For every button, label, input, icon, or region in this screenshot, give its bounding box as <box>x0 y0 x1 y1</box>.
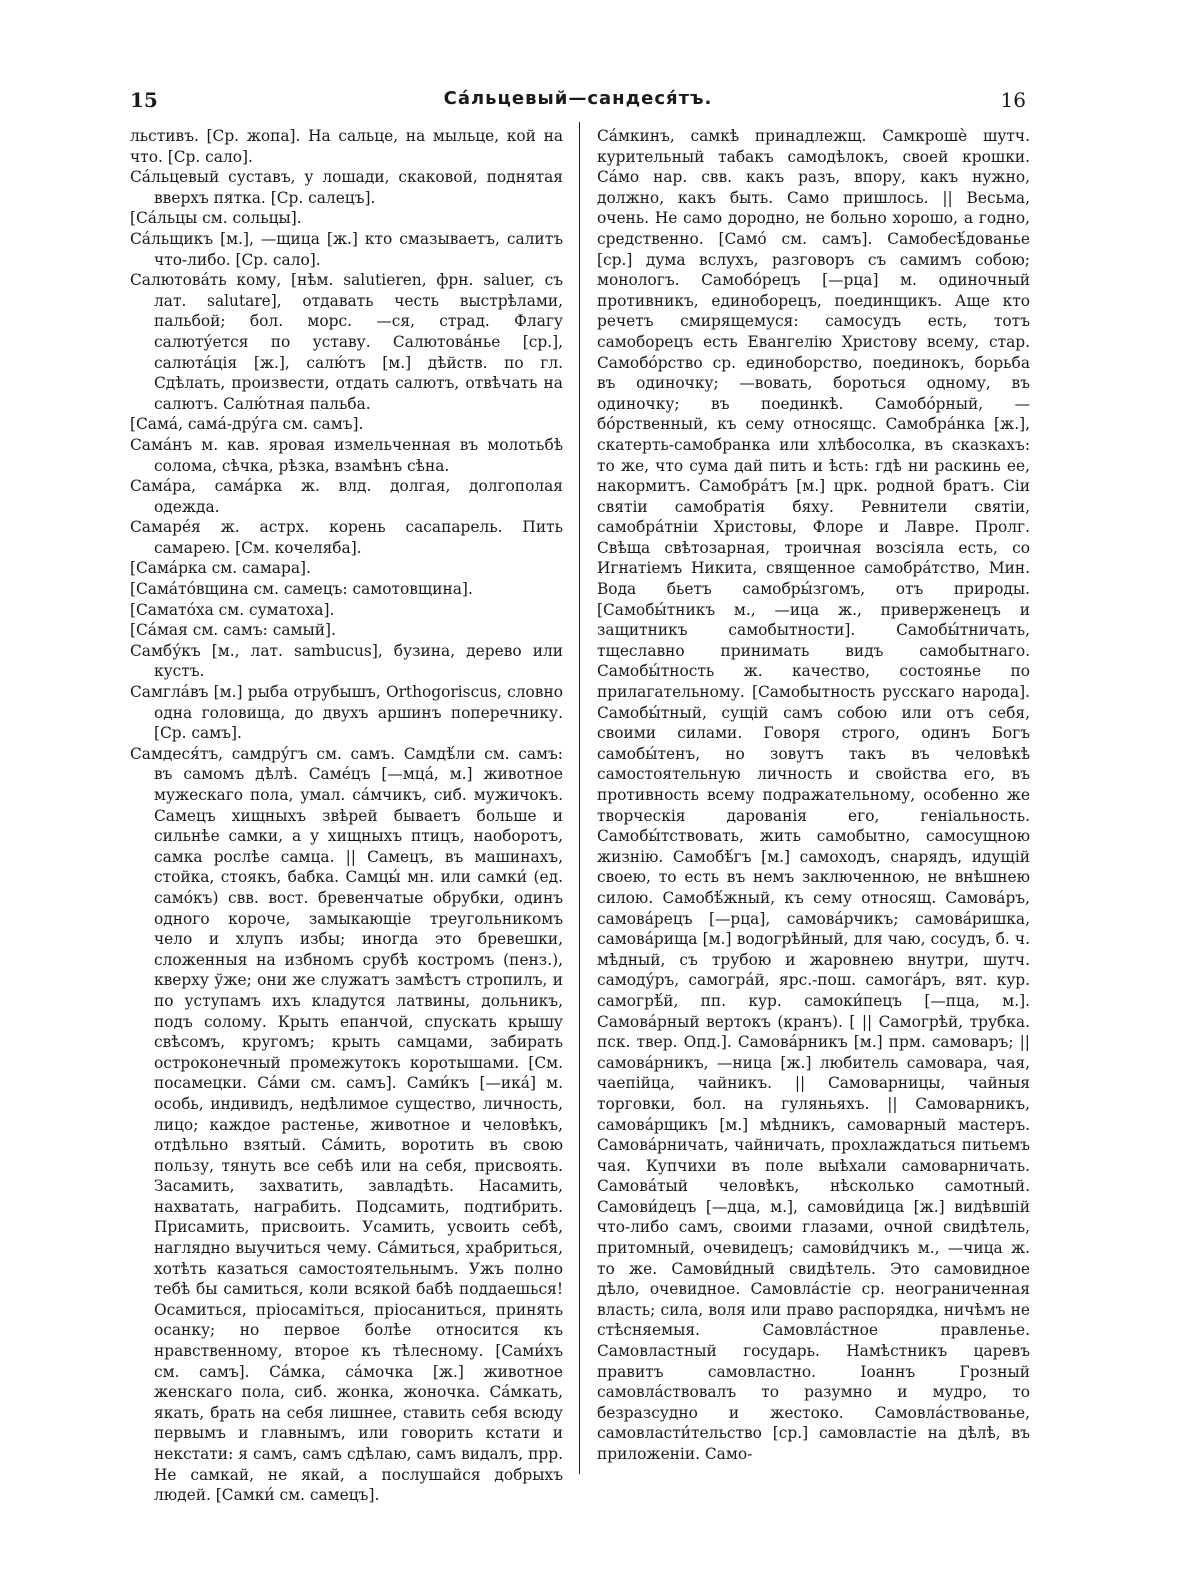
entry: льстивъ. [Ср. жопа]. На сальце, на мыльце, кой на что. [Ср. сало]. <box>130 127 563 166</box>
left-column <box>130 126 563 1505</box>
entry: Сама́ра, сама́рка ж. влд. долгая, долгополая одежда. <box>130 477 563 516</box>
entry: [Сама́то́вщина см. самецъ: самотовщина]. <box>130 580 473 599</box>
entry: Са́льцевый суставъ, у лошади, скаковой, поднятая вверхъ пятка. [Ср. салецъ]. <box>130 168 563 207</box>
entry: Сама́нъ м. кав. яровая измельченная въ молотьбѣ солома, сѣчка, рѣзка, взамѣнъ сѣна. <box>130 435 563 475</box>
entry: Салютова́ть кому, [нѣм. salutieren, фрн. saluer, съ лат. salutare], отдавать честь выстрѣлами, пальбой; бол. морс. —ся, страд. Флагу салюту́ется по уставу. Салютова́нье [ср.], салюта́ція [ж.], салю́тъ [м.] дѣйств. по гл. Сдѣлать, произвести, отдать салютъ, отвѣчать на салютъ. Салю́тная пальба. <box>130 271 563 413</box>
entry: Са́льщикъ [м.], —щица [ж.] кто смазываетъ, салитъ что-либо. [Ср. сало]. <box>130 229 563 269</box>
entry: Самаре́я ж. астрх. корень сасапарель. Пить самарею. [См. кочеляба]. <box>130 518 563 557</box>
entry: [Са́мая см. самъ: самый]. <box>130 621 336 640</box>
entry: Самгла́въ [м.] рыба отрубышъ, Orthogoriscus, словно одна головища, до двухъ аршинъ поперечнику. [Ср. самъ]. <box>130 683 563 743</box>
entry: [Са́льцы см. сольцы]. <box>130 209 302 228</box>
entry: [Сама́рка см. самара]. <box>130 559 311 578</box>
page-number-left: 15 <box>130 88 158 112</box>
entry: [Самато́ха см. суматоха]. <box>130 600 335 619</box>
right-column <box>597 126 1030 1471</box>
entry: Самбу́къ [м., лат. sambucus], бузина, дерево или кустъ. <box>130 641 563 681</box>
entry: [Сама́, сама́-дру́га см. самъ]. <box>130 415 364 434</box>
entry: Самдеся́тъ, самдру́гъ см. самъ. Самдѣ́ли см. самъ: въ самомъ дѣлѣ. Саме́цъ [—мца́, м.] животное мужескаго пола, умал. са́мчикъ, сиб. мужичокъ. Самецъ хищныхъ звѣрей бываетъ больше и сильнѣе самки, а у хищныхъ птицъ, наоборотъ, самка рослѣе самца. || Самецъ, въ машинахъ, стойка, стоякъ, бабка. Самцы́ мн. или самки́ (ед. само́къ) свв. вост. бревенчатые обрубки, одинъ одного короче, замыкающіе треугольникомъ чело и хлупъ избы; иногда это бревешки, сложенныя на избномъ срубѣ костромъ (пенз.), кверху ўже; они же служатъ замѣстъ стропилъ, и по уступамъ ихъ кладутся латвины, дольникъ, подъ солому. Крыть епанчой, спускать крышу свѣсомъ, кругомъ; крыть самцами, забирать остроконечный промежутокъ коротышами. [См. посамецки. Са́ми см. самъ]. Сами́къ [—ика́] м. особь, индивидъ, недѣлимое существо, личность, лицо; каждое растенье, животное и человѣкъ, отдѣльно взятый. Са́мить, воротить въ свою пользу, тянуть все себѣ или на себя, присвоять. Засамить, захватить, завладѣть. Насамить, нахватать, награбить. Подсамить, подтибрить. Присамить, присвоить. Усамить, усвоить себѣ, наглядно выучиться чему. Са́миться, храбриться, хотѣть казаться самостоятельнымъ. Ужъ полно тебѣ бы самиться, коли всякой бабѣ поддаешься! Осамиться, пріосаміться, пріосаниться, принять осанку; но первое болѣе относится къ нравственному, второе къ тѣлесному. [Сами́хъ см. самъ]. Са́мка, са́мочка [ж.] животное женскаго пола, сиб. жонка, жоночка. Са́мкать, якать, брать на себя лишнее, ставить себя всюду первымъ и главнымъ, или говорить кстати и некстати: я самъ, самъ сдѣлаю, самъ видалъ, прр. Не самкай, не якай, а послушайся добрыхъ людей. [Самки́ см. самецъ]. <box>130 744 563 1505</box>
running-title: Са́льцевый—сандеся́тъ. <box>443 88 713 109</box>
entry: Са́мкинъ, самкѣ принадлежщ. Самкрошѐ шутч. курительный табакъ самодѣлокъ, своей крошки. Са́мо нар. свв. какъ разъ, впору, какъ нужно, должно, какъ быть. Само пришлось. || Весьма, очень. Не само дородно, не больно хорошо, а годно, средственно. [Само́ см. самъ]. Самобесѣ́дованье [ср.] дума вслухъ, разговоръ съ самимъ собою; монологъ. Самобо́рецъ [—рца] м. одиночный противникъ, единоборецъ, поединщикъ. Аще кто речетъ смирящемуся: самосудъ есть, тотъ самоборецъ есть Евангелію Христову всему, стар. Самобо́рство ср. единоборство, поединокъ, борьба въ одиночку; —вовать, бороться одному, въ одиночку; въ поединкѣ. Самобо́рный, —бо́рственный, къ сему относящс. Самобра́нка [ж.], скатерть-самобранка или хлѣбосолка, въ сказкахъ: то же, что сума дай пить и ѣсть: гдѣ ни раскинь ее, накормитъ. Самобра́тъ [м.] црк. родной братъ. Сіи святіи самобратія бяху. Ревнители святіи, самобра́тніи Христовы, Флоре и Лавре. Пролг. Свѣща свѣтозарная, троичная возсіяла есть, со Игнатіемъ Никита, священное самобра́тство, Мин. Вода бьетъ самобры́згомъ, отъ природы. [Самобы́тникъ м., —ица ж., приверженецъ и защитникъ самобытности]. Самобы́тничать, тщеславно принимать видъ самобытнаго. Самобы́тность ж. качество, состоянье по прилагательному. [Самобытность русскаго народа]. Самобы́тный, сущій самъ собою или отъ себя, своими силами. Говоря строго, одинъ Богъ самобы́тенъ, но зовутъ такъ въ человѣкѣ самостоятельную личность и свойства его, въ противность всему подражательному, особенно же творческія дарованія его, геніальность. Самобы́тствовать, жить самобытно, самосущною жизнію. Самобѣ́гъ [м.] самоходъ, снарядъ, идущій своею, то есть въ немъ заключенною, не внѣшнею силою. Самобѣ́жный, къ сему относящ. Самова́ръ, самова́рецъ [—рца], самова́рчикъ; самова́ришка, самова́рища [м.] водогрѣйный, для чаю, сосудъ, б. ч. мѣдный, съ трубою и жаровнею внутри, шутч. самоду́ръ, самогра́й, ярс.-пош. самога́ръ, вят. кур. самогрѣ́й, пп. кур. самоки́пецъ [—пца, м.]. Самова́рный вертокъ (кранъ). [ || Самогрѣй, трубка. пск. твер. Опд.]. Самова́рникъ [м.] прм. самоваръ; || самова́рникъ, —ница [ж.] любитель самовара, чая, чаепійца, чайникъ. || Самоварницы, чайныя торговки, бол. на гуляньяхъ. || Самоварникъ, самова́рщикъ [м.] мѣдникъ, самоварный мастеръ. Самова́рничать, чайничать, прохлаждаться питьемъ чая. Купчихи въ поле выѣхали самоварничать. Самова́тый человѣкъ, нѣсколько самотный. Самови́децъ [—дца, м.], самови́дица [ж.] видѣвшій что-либо самъ, своими глазами, очной свидѣтель, притомный, очевидецъ; самови́дчикъ м., —чица ж. то же. Самови́дный свидѣтель. Это самовидное дѣло, очевидное. Самовла́стіе ср. неограниченная власть; сила, воля или право распорядка, ничѣмъ не стѣсняемыя. Самовла́стное правленье. Самовластный государь. Намѣстникъ царевъ правитъ самовластно. Іоаннъ Грозный самовла́ствовалъ то разумно и мудро, то безразсудно и жестоко. Самовла́ствованье, самовласти́тельство [ср.] самовластіе на дѣлѣ, въ приложеніи. Само- <box>597 127 1030 1463</box>
column-divider <box>579 122 580 1474</box>
page-number-right: 16 <box>1000 88 1026 112</box>
page-header <box>130 88 1026 118</box>
